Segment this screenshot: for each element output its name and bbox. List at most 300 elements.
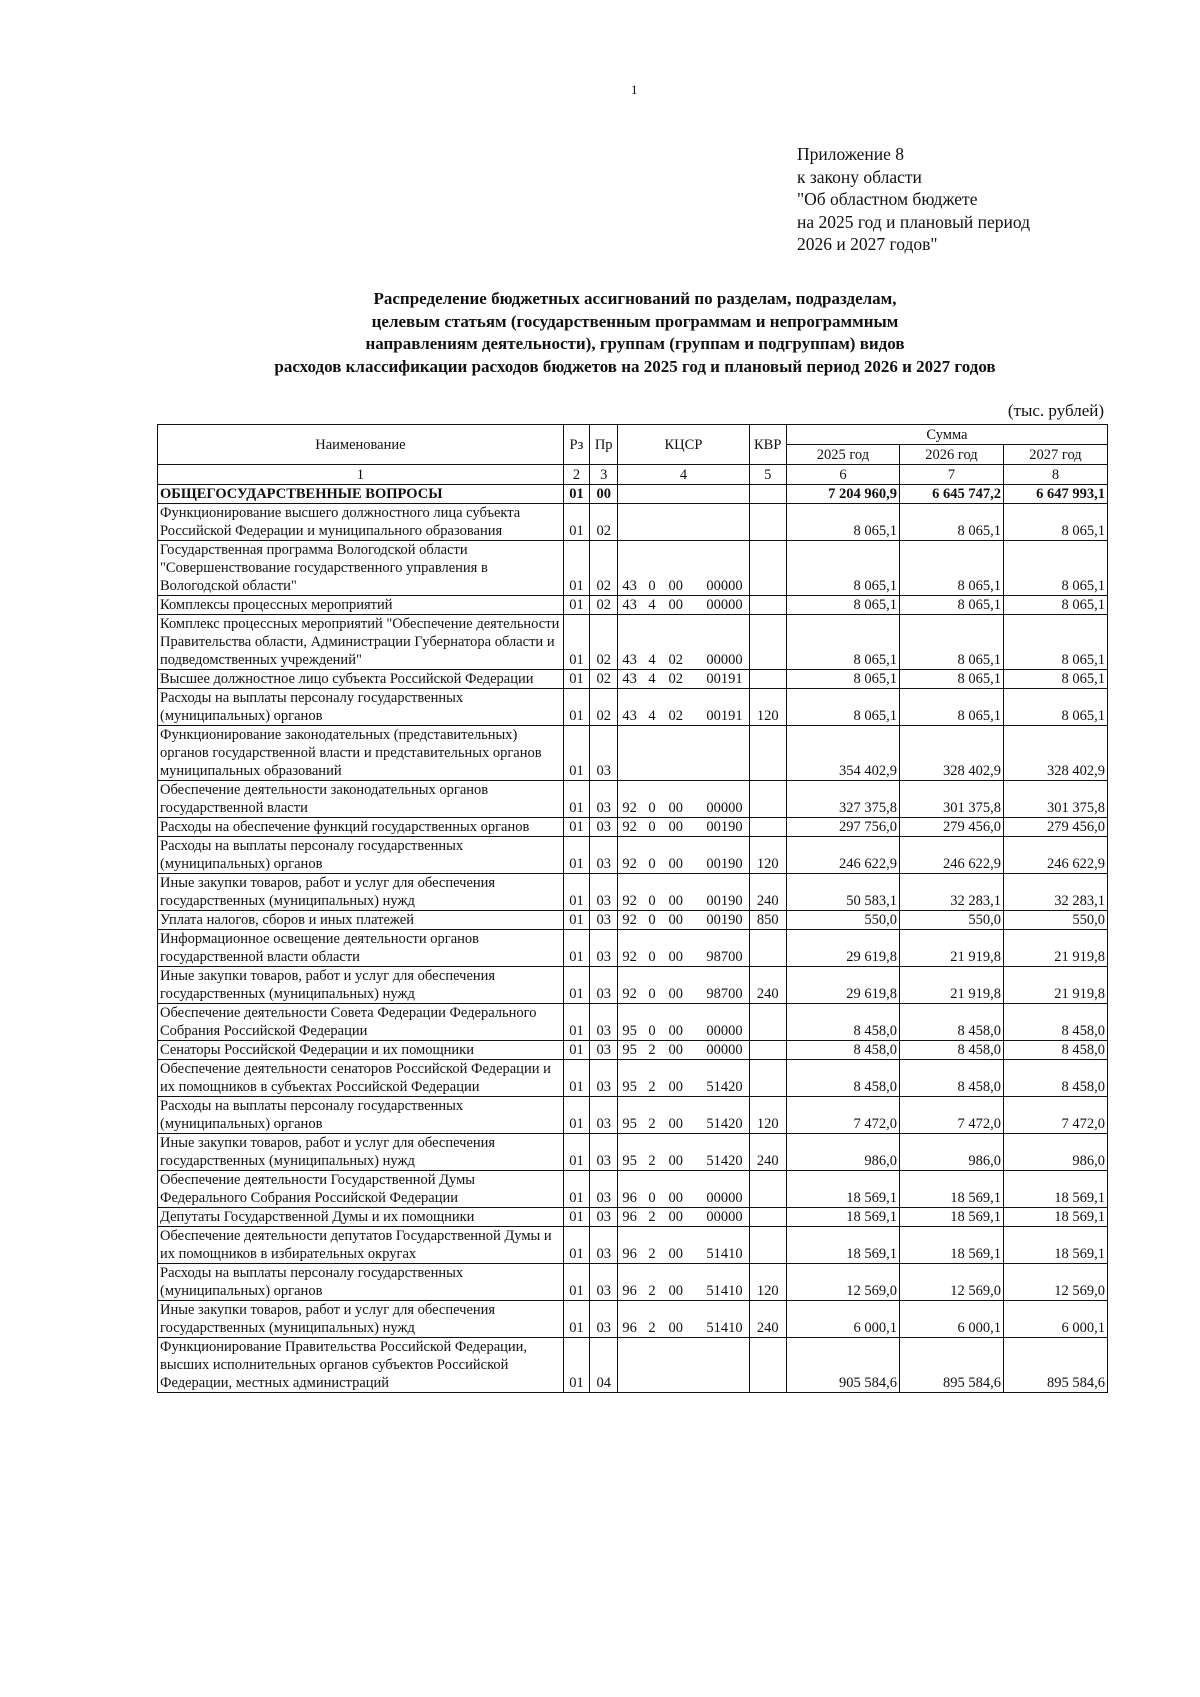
- row-pr: 03: [590, 1004, 618, 1041]
- page-number: 1: [631, 82, 638, 97]
- kcsr-part: 00: [668, 819, 683, 835]
- row-kcsr: [618, 689, 749, 726]
- row-kvr: [749, 541, 786, 596]
- kcsr-part: 51420: [706, 1116, 743, 1132]
- kcsr-code: [620, 1208, 746, 1226]
- row-sum-2026: 8 065,1: [899, 596, 1003, 615]
- row-pr: 03: [590, 1041, 618, 1060]
- kcsr-part: 96: [622, 1283, 637, 1299]
- row-sum-2027: 246 622,9: [1003, 837, 1107, 874]
- row-sum-2026: 8 458,0: [899, 1004, 1003, 1041]
- table-row: [158, 615, 1108, 670]
- table-row: [158, 541, 1108, 596]
- header-pr: Пр: [590, 425, 618, 465]
- row-kcsr: [618, 837, 749, 874]
- row-pr: 03: [590, 1171, 618, 1208]
- row-name: Обеспечение деятельности депутатов Государственной Думы и их помощников в избирательных округах: [158, 1227, 564, 1264]
- kcsr-code: [620, 1245, 746, 1263]
- row-pr: 03: [590, 837, 618, 874]
- row-rz: 01: [563, 781, 589, 818]
- row-sum-2025: 327 375,8: [786, 781, 899, 818]
- row-rz: 01: [563, 596, 589, 615]
- row-sum-2027: 8 065,1: [1003, 689, 1107, 726]
- kcsr-part: 2: [648, 1116, 656, 1132]
- row-rz: 01: [563, 726, 589, 781]
- kcsr-code: [620, 1282, 746, 1300]
- row-sum-2027: 7 472,0: [1003, 1097, 1107, 1134]
- row-name: Расходы на обеспечение функций государственных органов: [158, 818, 564, 837]
- kcsr-part: 51410: [706, 1320, 743, 1336]
- kcsr-part: 00: [668, 1246, 683, 1262]
- row-kvr: [749, 1208, 786, 1227]
- row-sum-2026: 21 919,8: [899, 930, 1003, 967]
- row-sum-2026: 8 065,1: [899, 670, 1003, 689]
- row-kvr: [749, 1338, 786, 1393]
- title-line: Распределение бюджетных ассигнований по разделам, подразделам,: [373, 289, 897, 308]
- kcsr-part: 0: [648, 819, 656, 835]
- kcsr-code: [620, 948, 746, 966]
- kcsr-code: [620, 1319, 746, 1337]
- kcsr-code: [620, 1041, 746, 1059]
- row-sum-2025: 8 065,1: [786, 541, 899, 596]
- row-pr: 03: [590, 1097, 618, 1134]
- row-kcsr: [618, 1301, 749, 1338]
- table-row: [158, 1134, 1108, 1171]
- units-label: (тыс. рублей): [1007, 401, 1104, 420]
- kcsr-part: 43: [622, 578, 637, 594]
- kcsr-part: 95: [622, 1116, 637, 1132]
- row-sum-2027: 21 919,8: [1003, 930, 1107, 967]
- kcsr-part: 00000: [706, 1209, 743, 1225]
- kcsr-part: 0: [648, 856, 656, 872]
- row-sum-2025: 8 065,1: [786, 504, 899, 541]
- row-sum-2027: 12 569,0: [1003, 1264, 1107, 1301]
- row-sum-2027: 8 458,0: [1003, 1004, 1107, 1041]
- kcsr-part: 92: [622, 986, 637, 1002]
- kcsr-part: 00000: [706, 597, 743, 613]
- row-sum-2026: 18 569,1: [899, 1227, 1003, 1264]
- row-sum-2026: 8 458,0: [899, 1060, 1003, 1097]
- row-sum-2026: 328 402,9: [899, 726, 1003, 781]
- kcsr-part: 96: [622, 1190, 637, 1206]
- kcsr-part: 98700: [706, 986, 743, 1002]
- row-sum-2026: 18 569,1: [899, 1171, 1003, 1208]
- row-rz: 01: [563, 541, 589, 596]
- row-sum-2026: 895 584,6: [899, 1338, 1003, 1393]
- row-kcsr: [618, 781, 749, 818]
- kcsr-part: 92: [622, 856, 637, 872]
- kcsr-part: 96: [622, 1209, 637, 1225]
- kcsr-part: 43: [622, 708, 637, 724]
- title-line: направлениям деятельности), группам (группам и подгруппам) видов: [365, 334, 905, 353]
- header-name: Наименование: [158, 425, 564, 465]
- kcsr-part: 02: [668, 652, 683, 668]
- column-number: 3: [590, 465, 618, 485]
- row-pr: 02: [590, 615, 618, 670]
- row-sum-2026: 6 000,1: [899, 1301, 1003, 1338]
- row-sum-2027: 18 569,1: [1003, 1227, 1107, 1264]
- kcsr-code: [620, 651, 746, 669]
- row-kvr: [749, 596, 786, 615]
- row-sum-2025: 7 472,0: [786, 1097, 899, 1134]
- row-sum-2025: 8 065,1: [786, 615, 899, 670]
- row-name: Расходы на выплаты персоналу государственных (муниципальных) органов: [158, 1264, 564, 1301]
- row-sum-2025: 8 065,1: [786, 670, 899, 689]
- kcsr-part: 00: [668, 1116, 683, 1132]
- row-kvr: 240: [749, 874, 786, 911]
- row-pr: 02: [590, 541, 618, 596]
- row-sum-2025: 8 458,0: [786, 1004, 899, 1041]
- kcsr-part: 4: [648, 652, 656, 668]
- row-sum-2026: 32 283,1: [899, 874, 1003, 911]
- row-rz: 01: [563, 967, 589, 1004]
- row-pr: 03: [590, 874, 618, 911]
- row-rz: 01: [563, 1301, 589, 1338]
- row-pr: 03: [590, 930, 618, 967]
- kcsr-code: [620, 1189, 746, 1207]
- kcsr-part: 43: [622, 671, 637, 687]
- appendix-note: [797, 143, 1030, 256]
- row-name: Информационное освещение деятельности органов государственной власти области: [158, 930, 564, 967]
- row-pr: 02: [590, 596, 618, 615]
- row-kcsr: [618, 726, 749, 781]
- row-name: Функционирование Правительства Российской Федерации, высших исполнительных органов субъектов Российской Федерации, местных администраций: [158, 1338, 564, 1393]
- row-kcsr: [618, 504, 749, 541]
- row-kcsr: [618, 1004, 749, 1041]
- row-pr: 03: [590, 1227, 618, 1264]
- row-kvr: 240: [749, 1301, 786, 1338]
- row-kcsr: [618, 541, 749, 596]
- row-rz: 01: [563, 930, 589, 967]
- row-pr: 04: [590, 1338, 618, 1393]
- title-line: расходов классификации расходов бюджетов на 2025 год и плановый период 2026 и 2027 годов: [274, 356, 996, 376]
- row-sum-2027: 8 065,1: [1003, 615, 1107, 670]
- row-name: Обеспечение деятельности сенаторов Российской Федерации и их помощников в субъектах Российской Федерации: [158, 1060, 564, 1097]
- row-sum-2027: 986,0: [1003, 1134, 1107, 1171]
- kcsr-part: 2: [648, 1320, 656, 1336]
- row-kcsr: [618, 670, 749, 689]
- kcsr-part: 92: [622, 819, 637, 835]
- table-row: [158, 1338, 1108, 1393]
- row-kvr: [749, 781, 786, 818]
- row-rz: 01: [563, 504, 589, 541]
- kcsr-part: 00000: [706, 800, 743, 816]
- row-kvr: [749, 615, 786, 670]
- kcsr-part: 00: [668, 1023, 683, 1039]
- row-sum-2025: 297 756,0: [786, 818, 899, 837]
- kcsr-code: [620, 818, 746, 836]
- row-pr: 03: [590, 911, 618, 930]
- kcsr-part: 92: [622, 949, 637, 965]
- row-name: Расходы на выплаты персоналу государственных (муниципальных) органов: [158, 837, 564, 874]
- kcsr-part: 0: [648, 893, 656, 909]
- row-name: Иные закупки товаров, работ и услуг для обеспечения государственных (муниципальных) нужд: [158, 874, 564, 911]
- table-row: [158, 1097, 1108, 1134]
- row-sum-2025: 50 583,1: [786, 874, 899, 911]
- row-sum-2026: 12 569,0: [899, 1264, 1003, 1301]
- row-kcsr: [618, 615, 749, 670]
- row-rz: 01: [563, 1004, 589, 1041]
- kcsr-part: 51420: [706, 1153, 743, 1169]
- table-body: [158, 485, 1108, 1393]
- row-sum-2026: 8 065,1: [899, 689, 1003, 726]
- row-name: Высшее должностное лицо субъекта Российской Федерации: [158, 670, 564, 689]
- row-sum-2026: 18 569,1: [899, 1208, 1003, 1227]
- row-kvr: [749, 1004, 786, 1041]
- table-row: [158, 1264, 1108, 1301]
- kcsr-part: 00190: [706, 856, 743, 872]
- row-sum-2025: 18 569,1: [786, 1171, 899, 1208]
- row-sum-2026: 7 472,0: [899, 1097, 1003, 1134]
- row-kcsr: [618, 1097, 749, 1134]
- table-row: [158, 874, 1108, 911]
- row-sum-2027: 328 402,9: [1003, 726, 1107, 781]
- row-name: Иные закупки товаров, работ и услуг для обеспечения государственных (муниципальных) нужд: [158, 1134, 564, 1171]
- row-rz: 01: [563, 485, 589, 504]
- row-pr: 03: [590, 1060, 618, 1097]
- row-pr: 03: [590, 1208, 618, 1227]
- row-rz: 01: [563, 911, 589, 930]
- row-kcsr: [618, 1041, 749, 1060]
- kcsr-part: 0: [648, 986, 656, 1002]
- row-name: Обеспечение деятельности Совета Федерации Федерального Собрания Российской Федерации: [158, 1004, 564, 1041]
- table-row: [158, 670, 1108, 689]
- row-sum-2027: 8 065,1: [1003, 596, 1107, 615]
- row-sum-2025: 29 619,8: [786, 967, 899, 1004]
- row-sum-2026: 986,0: [899, 1134, 1003, 1171]
- kcsr-part: 00191: [706, 671, 743, 687]
- column-number: 5: [749, 465, 786, 485]
- row-kvr: [749, 930, 786, 967]
- kcsr-part: 00000: [706, 1190, 743, 1206]
- row-rz: 01: [563, 1227, 589, 1264]
- row-pr: 03: [590, 1134, 618, 1171]
- row-rz: 01: [563, 837, 589, 874]
- row-sum-2025: 8 458,0: [786, 1060, 899, 1097]
- kcsr-part: 2: [648, 1042, 656, 1058]
- row-name: Комплекс процессных мероприятий "Обеспечение деятельности Правительства области, Администрации Губернатора области и подведомственных учреждений": [158, 615, 564, 670]
- table-row: [158, 726, 1108, 781]
- kcsr-code: [620, 985, 746, 1003]
- kcsr-part: 0: [648, 1190, 656, 1206]
- row-sum-2027: 18 569,1: [1003, 1171, 1107, 1208]
- kcsr-part: 51410: [706, 1283, 743, 1299]
- row-kvr: [749, 504, 786, 541]
- row-name: Государственная программа Вологодской области "Совершенствование государственного управления в Вологодской области": [158, 541, 564, 596]
- kcsr-code: [620, 577, 746, 595]
- row-kvr: 120: [749, 1097, 786, 1134]
- row-pr: 03: [590, 781, 618, 818]
- row-sum-2025: 18 569,1: [786, 1208, 899, 1227]
- kcsr-part: 92: [622, 893, 637, 909]
- kcsr-part: 00: [668, 800, 683, 816]
- row-rz: 01: [563, 1134, 589, 1171]
- row-pr: 02: [590, 670, 618, 689]
- appendix-line: на 2025 год и плановый период: [797, 211, 1031, 232]
- kcsr-part: 00: [668, 1209, 683, 1225]
- kcsr-part: 00: [668, 597, 683, 613]
- column-number: 7: [899, 465, 1003, 485]
- row-kcsr: [618, 1134, 749, 1171]
- row-sum-2025: 18 569,1: [786, 1227, 899, 1264]
- row-rz: 01: [563, 1171, 589, 1208]
- row-kvr: [749, 726, 786, 781]
- kcsr-code: [620, 1022, 746, 1040]
- kcsr-part: 00: [668, 893, 683, 909]
- row-kvr: 240: [749, 967, 786, 1004]
- row-kvr: [749, 485, 786, 504]
- row-sum-2027: 550,0: [1003, 911, 1107, 930]
- row-name: Функционирование высшего должностного лица субъекта Российской Федерации и муниципального образования: [158, 504, 564, 541]
- row-sum-2025: 905 584,6: [786, 1338, 899, 1393]
- document-title: [150, 288, 1120, 378]
- row-sum-2026: 8 065,1: [899, 541, 1003, 596]
- row-sum-2027: 8 458,0: [1003, 1041, 1107, 1060]
- row-kvr: [749, 670, 786, 689]
- table-row: [158, 837, 1108, 874]
- row-kvr: [749, 1227, 786, 1264]
- kcsr-part: 4: [648, 597, 656, 613]
- row-name: Обеспечение деятельности Государственной Думы Федерального Собрания Российской Федерации: [158, 1171, 564, 1208]
- row-sum-2027: 279 456,0: [1003, 818, 1107, 837]
- row-sum-2026: 301 375,8: [899, 781, 1003, 818]
- row-kvr: 120: [749, 837, 786, 874]
- table-row: [158, 504, 1108, 541]
- kcsr-part: 51410: [706, 1246, 743, 1262]
- column-number: 6: [786, 465, 899, 485]
- row-name: Депутаты Государственной Думы и их помощники: [158, 1208, 564, 1227]
- row-kcsr: [618, 485, 749, 504]
- row-name: Функционирование законодательных (представительных) органов государственной власти и представительных органов муниципальных образований: [158, 726, 564, 781]
- row-sum-2025: 7 204 960,9: [786, 485, 899, 504]
- kcsr-code: [620, 892, 746, 910]
- row-sum-2025: 8 065,1: [786, 689, 899, 726]
- row-kcsr: [618, 1208, 749, 1227]
- row-sum-2027: 6 000,1: [1003, 1301, 1107, 1338]
- kcsr-part: 00: [668, 1153, 683, 1169]
- row-pr: 00: [590, 485, 618, 504]
- kcsr-part: 92: [622, 912, 637, 928]
- row-kcsr: [618, 1060, 749, 1097]
- kcsr-part: 0: [648, 912, 656, 928]
- kcsr-part: 00: [668, 1042, 683, 1058]
- row-sum-2025: 29 619,8: [786, 930, 899, 967]
- kcsr-part: 00190: [706, 912, 743, 928]
- row-kcsr: [618, 818, 749, 837]
- row-kvr: 850: [749, 911, 786, 930]
- kcsr-part: 00: [668, 856, 683, 872]
- table-row: [158, 1060, 1108, 1097]
- kcsr-part: 95: [622, 1153, 637, 1169]
- row-sum-2025: 550,0: [786, 911, 899, 930]
- row-pr: 03: [590, 1301, 618, 1338]
- kcsr-code: [620, 596, 746, 614]
- row-sum-2025: 8 458,0: [786, 1041, 899, 1060]
- kcsr-code: [620, 1115, 746, 1133]
- row-kvr: 240: [749, 1134, 786, 1171]
- kcsr-part: 43: [622, 652, 637, 668]
- row-name: Расходы на выплаты персоналу государственных (муниципальных) органов: [158, 1097, 564, 1134]
- table-row: [158, 689, 1108, 726]
- title-line: целевым статьям (государственным программам и непрограммным: [371, 311, 899, 331]
- kcsr-part: 96: [622, 1320, 637, 1336]
- row-sum-2025: 12 569,0: [786, 1264, 899, 1301]
- table-row: [158, 1227, 1108, 1264]
- kcsr-code: [620, 670, 746, 688]
- row-name: Обеспечение деятельности законодательных органов государственной власти: [158, 781, 564, 818]
- kcsr-code: [620, 1078, 746, 1096]
- kcsr-code: [620, 911, 746, 929]
- row-rz: 01: [563, 615, 589, 670]
- row-kcsr: [618, 1227, 749, 1264]
- row-sum-2027: 21 919,8: [1003, 967, 1107, 1004]
- row-sum-2027: 6 647 993,1: [1003, 485, 1107, 504]
- kcsr-part: 00190: [706, 819, 743, 835]
- row-rz: 01: [563, 1264, 589, 1301]
- kcsr-part: 98700: [706, 949, 743, 965]
- table-row: [158, 911, 1108, 930]
- row-kcsr: [618, 930, 749, 967]
- kcsr-part: 95: [622, 1042, 637, 1058]
- row-name: Сенаторы Российской Федерации и их помощники: [158, 1041, 564, 1060]
- kcsr-part: 00000: [706, 1023, 743, 1039]
- kcsr-code: [620, 855, 746, 873]
- row-sum-2027: 18 569,1: [1003, 1208, 1107, 1227]
- row-rz: 01: [563, 670, 589, 689]
- row-kvr: [749, 818, 786, 837]
- row-rz: 01: [563, 818, 589, 837]
- row-rz: 01: [563, 1060, 589, 1097]
- kcsr-part: 00: [668, 1079, 683, 1095]
- row-name: Иные закупки товаров, работ и услуг для обеспечения государственных (муниципальных) нужд: [158, 1301, 564, 1338]
- row-kvr: 120: [749, 1264, 786, 1301]
- budget-table: [157, 424, 1108, 1393]
- row-name: Уплата налогов, сборов и иных платежей: [158, 911, 564, 930]
- row-kvr: [749, 1041, 786, 1060]
- row-sum-2025: 8 065,1: [786, 596, 899, 615]
- kcsr-part: 00000: [706, 1042, 743, 1058]
- row-pr: 03: [590, 1264, 618, 1301]
- row-sum-2026: 8 065,1: [899, 504, 1003, 541]
- row-sum-2026: 550,0: [899, 911, 1003, 930]
- row-sum-2025: 986,0: [786, 1134, 899, 1171]
- column-number: 4: [618, 465, 749, 485]
- row-pr: 03: [590, 726, 618, 781]
- row-sum-2027: 301 375,8: [1003, 781, 1107, 818]
- row-kcsr: [618, 596, 749, 615]
- kcsr-part: 96: [622, 1246, 637, 1262]
- row-rz: 01: [563, 1041, 589, 1060]
- row-kcsr: [618, 967, 749, 1004]
- row-rz: 01: [563, 874, 589, 911]
- appendix-line: Приложение 8: [797, 144, 905, 164]
- appendix-line: 2026 и 2027 годов": [797, 234, 938, 254]
- row-sum-2027: 895 584,6: [1003, 1338, 1107, 1393]
- row-sum-2025: 246 622,9: [786, 837, 899, 874]
- row-pr: 02: [590, 504, 618, 541]
- table-row: [158, 1301, 1108, 1338]
- row-name: Расходы на выплаты персоналу государственных (муниципальных) органов: [158, 689, 564, 726]
- row-rz: 01: [563, 1338, 589, 1393]
- kcsr-part: 2: [648, 1209, 656, 1225]
- row-rz: 01: [563, 689, 589, 726]
- kcsr-part: 00190: [706, 893, 743, 909]
- row-kvr: [749, 1171, 786, 1208]
- row-pr: 03: [590, 818, 618, 837]
- kcsr-code: [620, 799, 746, 817]
- kcsr-part: 00000: [706, 578, 743, 594]
- row-sum-2026: 21 919,8: [899, 967, 1003, 1004]
